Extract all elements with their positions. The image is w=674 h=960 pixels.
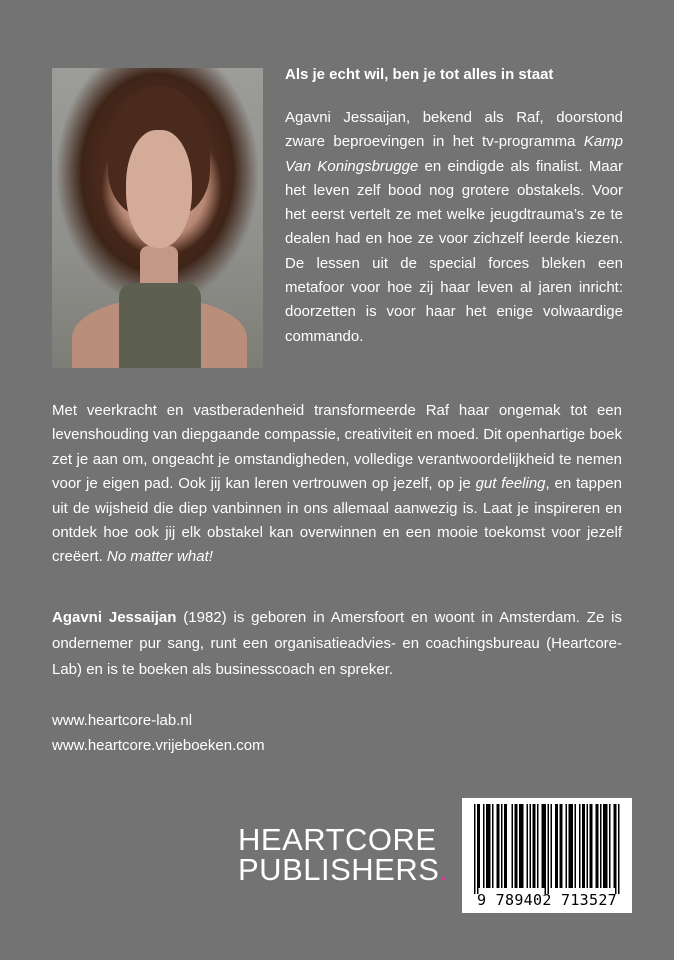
barcode-bar [597, 804, 599, 888]
barcode-bar [614, 804, 616, 888]
publisher-logo [238, 822, 449, 887]
barcode-bar [512, 804, 514, 888]
website-links [52, 708, 452, 758]
barcode-bar [537, 804, 539, 888]
barcode-bar [516, 804, 518, 888]
barcode-bar [548, 804, 550, 894]
barcode-bar [609, 804, 611, 888]
barcode-bar [515, 804, 517, 888]
author-photo [52, 68, 263, 368]
barcode-bar [483, 804, 485, 888]
barcode-bar [591, 804, 593, 888]
barcode-bar [543, 804, 545, 888]
barcode-bar [561, 804, 563, 888]
barcode-bar [566, 804, 568, 888]
barcode-bar [501, 804, 503, 888]
book-tagline: Als je echt wil, ben je tot alles in staat [285, 66, 554, 83]
barcode-bar [489, 804, 491, 888]
barcode-bar [530, 804, 532, 888]
barcode-bar [498, 804, 500, 888]
website-link[interactable]: www.heartcore.vrijeboeken.com [52, 737, 265, 754]
publisher-line-2 [238, 852, 449, 887]
intro-italic-1: Kamp Van Koningsbrugge [285, 133, 623, 175]
intro-paragraph [285, 106, 623, 349]
description-italic-2: No matter what! [107, 548, 213, 566]
intro-text-1: Agavni Jessaijan, bekend als Raf, doorstond zware beproevingen in het tv-programma [285, 109, 623, 151]
barcode-bar [545, 804, 547, 894]
barcode-bar [506, 804, 508, 888]
barcode-bar [587, 804, 589, 888]
barcode-bar [582, 804, 584, 888]
barcode-bar [477, 804, 479, 894]
barcode-bar [551, 804, 553, 888]
barcode-bar [522, 804, 524, 888]
barcode-bar [615, 804, 617, 894]
author-name: Agavni Jessaijan [52, 609, 177, 626]
barcode-bar [572, 804, 574, 888]
publisher-dot: . [439, 852, 449, 887]
barcode-bar [534, 804, 536, 888]
barcode-bar [575, 804, 577, 888]
barcode-bar [560, 804, 562, 888]
barcode-bar [557, 804, 559, 888]
description-italic-1: gut feeling [475, 475, 546, 493]
publisher-line-2-text: PUBLISHERS [238, 852, 440, 887]
website-link[interactable]: www.heartcore-lab.nl [52, 712, 193, 729]
barcode-bar [555, 804, 557, 888]
barcode-bar [497, 804, 499, 888]
barcode-bar [618, 804, 620, 894]
description-text-1: Met veerkracht en vastberadenheid transformeerde Raf haar ongemak tot een levenshouding van diepgaande compassie, creativiteit en moed. Dit openhartige boek zet je aan om, ongeacht je omstandigheden, volledige verantwoordelijkheid te nemen voor je eigen pad. Ook jij kan leren vertrouwen op jezelf, op je [52, 402, 622, 493]
publisher-line-1: HEARTCORE [238, 822, 437, 857]
description-text-2: , en tappen uit de wijsheid die diep vanbinnen in ons allemaal aanwezig is. Laat je inspireren en ontdek hoe ook jij elk obstakel kan overwinnen en een mooie toekomst voor jezelf creëert. [52, 475, 622, 566]
barcode-bar [486, 804, 488, 888]
barcode-bar [606, 804, 608, 888]
description-paragraph [52, 399, 622, 570]
barcode-bar [533, 804, 535, 888]
barcode-bar [492, 804, 494, 888]
author-bio-text: (1982) is geboren in Amersfoort en woont in Amsterdam. Ze is ondernemer pur sang, runt een organisatieadvies- en coachingsbureau (Heartcore-Lab) en is te boeken als businesscoach en spreker. [52, 609, 623, 678]
intro-text-2: en eindigde als finalist. Maar het leven zelf bood nog grotere obstakels. Voor het eerst vertelt ze met welke jeugdtrauma’s ze te dealen had en hoe ze voor zichzelf leerde kiezen. De lessen uit de special forces bleken een metafoor voor hoe zij haar leven al jaren inricht: doorzetten is voor haar het enige volwaardige commando. [285, 157, 623, 345]
photo-face [126, 130, 192, 248]
author-bio [52, 605, 622, 683]
barcode-bar [605, 804, 607, 888]
barcode-bar [474, 804, 476, 894]
barcode-bar [479, 804, 481, 888]
barcode-bar [504, 804, 506, 888]
photo-top [119, 283, 201, 368]
barcode-bar [570, 804, 572, 888]
barcode-bar [488, 804, 490, 888]
barcode-bar [600, 804, 602, 888]
barcode-bar [519, 804, 521, 888]
barcode-bar [569, 804, 571, 888]
isbn-number: 9 789402 713527 [477, 891, 617, 909]
barcode-bar [542, 804, 544, 888]
barcode-bar [596, 804, 598, 888]
barcode-bar [527, 804, 529, 888]
barcode-bar [521, 804, 523, 888]
barcode-bar [603, 804, 605, 888]
barcode [462, 798, 632, 913]
barcode-bar [590, 804, 592, 888]
barcode-bar [584, 804, 586, 888]
barcode-bar [579, 804, 581, 888]
